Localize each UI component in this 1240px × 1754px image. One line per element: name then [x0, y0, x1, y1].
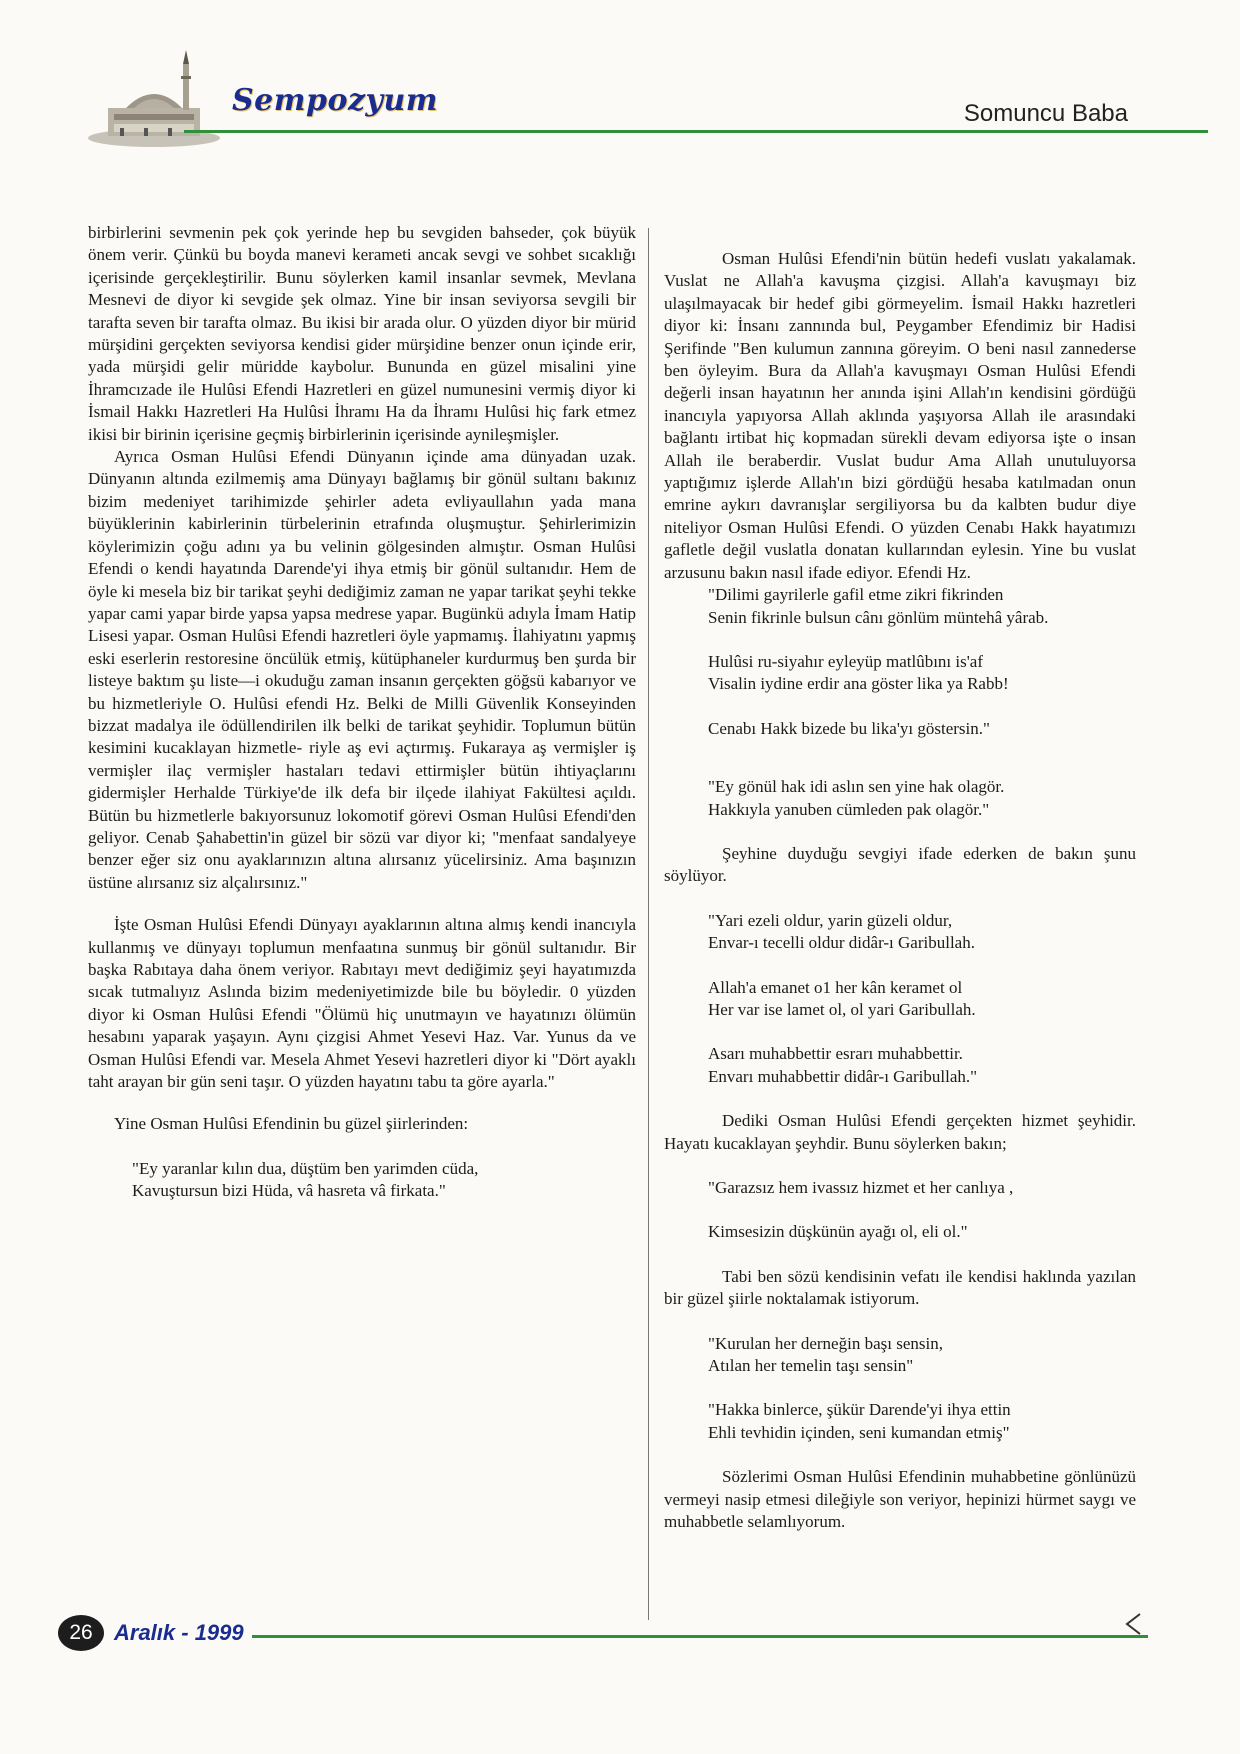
verse-line: Atılan her temelin taşı sensin": [708, 1356, 914, 1376]
paragraph: Osman Hulûsi Efendi'nin bütün hedefi vuslatı yakalamak. Vuslat ne Allah'a kavuşma çizgisi. Allah'a kavuşmayı biz ulaşılmayacak bir hedef gibi görmeyelim. İsmail Hakkı hazretleri diyor ki: İnsanı zannında bul, Peygamber Efendimiz bir Hadisi Şerifinde "Ben kulumun zannına göreyim. O beni nasıl zannederse ben öyleyim. Bura da Allah'a kavuşmayı Osman Hulûsi Efendi değerli insan hayatının her anında işini Allah'ın kendisini gördüğü inancıyla yapıyorsa Allah aklında yaşıyorsa Allah ile arasındaki bağlantı irtibat hiç kopmadan sürekli devam ediyorsa işte o insan Allah ile beraberdir. Vuslat budur Ama Allah unutuluyorsa yaptığımız işlerde Allah'ın bizi gördüğü hesaba katılmadan onun emrine aykırı davranışlar sergiliyorsa bu da kalbten budur diye niteliyor Osman Hulûsi Efendi. O yüzden Cenabı Hakk hayatımızı gafletle değil vuslatla donatan kullarından eylesin. Yine bu vuslat arzusunu bakın nasıl ifade ediyor. Efendi Hz.: [664, 249, 1136, 582]
poem-stanza: [664, 1177, 1136, 1199]
verse-line: Her var ise lamet ol, ol yari Garibullah.: [708, 999, 976, 1019]
poem-stanza: [664, 1221, 1136, 1243]
poem-stanza: [664, 1043, 1136, 1088]
verse-line: Cenabı Hakk bizede bu lika'yı göstersin.": [708, 718, 990, 738]
poem-stanza: [664, 1333, 1136, 1378]
verse-line: Asarı muhabbettir esrarı muhabbettir.: [708, 1044, 963, 1064]
poem-stanza: [664, 910, 1136, 955]
poem-stanza: [664, 776, 1136, 821]
verse-line: "Garazsız hem ivassız hizmet et her canlıya ,: [708, 1178, 1014, 1197]
verse-line: Envar-ı tecelli oldur didâr-ı Garibullah.: [708, 933, 975, 953]
verse-line: Kavuştursun bizi Hüda, vâ hasreta vâ firkata.": [132, 1181, 446, 1201]
left-column: [88, 222, 636, 1203]
verse-line: "Ey gönül hak idi aslın sen yine hak olagör.: [708, 777, 1005, 797]
header-rule: [184, 130, 1208, 133]
paragraph: Yine Osman Hulûsi Efendinin bu güzel şiirlerinden:: [114, 1114, 469, 1134]
magazine-name: Somuncu Baba: [963, 100, 1128, 127]
verse-line: "Kurulan her derneğin başı sensin,: [708, 1333, 943, 1353]
poem-stanza: [88, 1158, 636, 1203]
poem-stanza: [664, 718, 1136, 740]
poem-stanza: [664, 1399, 1136, 1444]
poem-stanza: [664, 977, 1136, 1022]
verse-line: "Yari ezeli oldur, yarin güzeli oldur,: [708, 910, 953, 930]
poem-stanza: [664, 651, 1136, 696]
verse-line: Allah'a emanet o1 her kân keramet ol: [708, 977, 963, 997]
paragraph: birbirlerini sevmenin pek çok yerinde hep bu sevgiden bahseder, çok büyük önem verir. Çünkü bu boyda manevi kerameti ancak sevgi ve sohbet sıcaklığı içerisinde gerçekleştirilir. Bunu söylerken kamil insanlar sevmek, Mevlana Mesnevi de diyor ki sevgide şek olmaz. Yine bir insan seviyorsa sevgili bir tarafta seven bir tarafta olmaz. Bu ikisi bir arada olur. O yüzden diyor bir mürid mürşidini gerçekten seviyorsa kendisi gider mürşidine benzer onun içinde erir, yada mürşidi gelir müridde kaybolur. Bununda en güzel misalini yine İhramcızade ile Hulûsi Efendi Hazretleri en güzel numunesini vermiş diyor ki İsmail Hakkı Hazretleri Ha Hulûsi İhramı Ha da İhramı Hulûsi hiç fark etmez ikisi bir birinin içerisine geçmiş birbirlerinin içerisinde aynileşmişler.: [88, 223, 636, 444]
verse-line: Hulûsi ru-siyahır eyleyüp matlûbını is'af: [708, 651, 984, 671]
verse-line: "Hakka binlerce, şükür Darende'yi ihya ettin: [708, 1400, 1011, 1420]
page-number-badge: 26: [58, 1615, 104, 1651]
mosque-icon: [84, 50, 224, 150]
poem-stanza: [664, 584, 1136, 629]
paragraph: Ayrıca Osman Hulûsi Efendi Dünyanın içinde ama dünyadan uzak. Dünyanın altında ezilmemiş ama Dünyayı bağlamış bir gönül sultanı bakınız bizim medeniyet tarihimizde şehirler adeta evliyaullahın yada mana büyüklerinin kabirlerinin türbelerinin etrafında oluşmuştur. Şehirlerimizin köylerimizin çoğu adını ya bu velinin gölgesinden almıştır. Osman Hulûsi Efendi o kendi hayatında Darende'yi ihya etmiş bir gönül sultanıdır. Hem de öyle ki mesela biz bir tarikat şeyhi dediğimiz zaman ne yapar tarikat şeyhi tekke yapar cami yapar birde yapsa yapsa medrese yapar. Bugünkü adıyla İmam Hatip Lisesi yapar. Osman Hulûsi Efendi hazretleri öyle yapmamış. İlahiyatını yapmış eski eserlerin restoresine öncülük etmiş, kütüphaneler kurdurmuş ben şurda bir listeye baktım şu liste—i okuduğu zaman insanın gerçekten göğsü kabarıyor ve bu hizmetleriyle O. Hulûsi efendi Hz. Belki de Milli Güvenlik Konseyinden bizzat madalya ile ödüllendirilen ilk belki de tarikat şeyhidir. Toplumun bütün kesimini kucaklayan hizmetle- riyle aş evi açtırmış. Fukaraya aş vermişler iş vermişler ilaç vermişler hastaları tedavi ettirmişler bütün ihtiyaçlarını gidermişler Herhalde Türkiye'de ilk defa bir ilçede ilahiyat Fakültesi açıldı. Bütün bu hizmetlerle bakıyorsunuz lokomotif görevi Osman Hulûsi Efendi'den geliyor. Cenab Şahabettin'in güzel bir sözü var diyor ki; "menfaat sandalyeye benzer eğer siz onu ayaklarınızın altına alırsanız yücelirsiniz. Ama başınızın üstüne alırsanız siz alçalırsınız.": [88, 447, 636, 892]
verse-line: "Ey yaranlar kılın dua, düştüm ben yarimden cüda,: [132, 1158, 479, 1178]
verse-line: Hakkıyla yanuben cümleden pak olagör.": [708, 799, 990, 819]
verse-line: "Dilimi gayrilerle gafil etme zikri fikrinden: [708, 585, 1004, 605]
footer-rule: [252, 1635, 1148, 1638]
verse-line: Visalin iydine erdir ana göster lika ya Rabb!: [708, 674, 1009, 694]
paragraph: Şeyhine duyduğu sevgiyi ifade ederken de bakın şunu söylüyor.: [664, 843, 1136, 886]
paragraph: İşte Osman Hulûsi Efendi Dünyayı ayaklarının altına almış kendi inancıyla kullanmış ve dünyayı toplumun menfaatına sunmuş bir gönül sultanıdır. Bir başka Rabıtaya daha önem veriyor. Rabıtayı mevt dediğimiz şeyi hayatımızda sıcak tutmalıyız Aslında bizim medeniyetimizde bile bu böyledir. 0 yüzden diyor ki Osman Hulûsi Efendi "Ölümü hiç unutmayın ve hayatınızı ölümün hesabını yaparak yaşayın. Aynı çizgisi Ahmet Yesevi Haz. Var. Yunus da ve Osman Hulûsi Efendi var. Mesela Ahmet Yesevi hazretleri diyor ki "Dört ayaklı taht arayan bir gün seni taşır. O yüzden hayatını tabu ta göre ayarla.": [88, 915, 636, 1092]
verse-line: Kimsesizin düşkünün ayağı ol, eli ol.": [708, 1222, 968, 1242]
verse-line: Ehli tevhidin içinden, seni kumandan etmiş": [708, 1422, 1010, 1442]
verse-line: Envarı muhabbettir didâr-ı Garibullah.": [708, 1066, 978, 1086]
closing-paragraph: Sözlerimi Osman Hulûsi Efendinin muhabbetine gönlünüzü vermeyi nasip etmesi dileğiyle son veriyor, hepinizi hürmet saygı ve muhabbetle selamlıyorum.: [664, 1467, 1136, 1532]
column-divider: [648, 228, 649, 1620]
verse-line: Senin fikrinle bulsun cânı gönlüm müntehâ yârab.: [708, 607, 1049, 627]
triangle-left-icon: [1124, 1612, 1142, 1636]
paragraph: Tabi ben sözü kendisinin vefatı ile kendisi haklında yazılan bir güzel şiirle noktalamak istiyorum.: [664, 1266, 1136, 1309]
right-column: [664, 222, 1136, 1533]
section-title: Sempozyum: [232, 83, 439, 118]
issue-date: Aralık - 1999: [114, 1620, 244, 1645]
paragraph: Dediki Osman Hulûsi Efendi gerçekten hizmet şeyhidir. Hayatı kucaklayan şeyhdir. Bunu söylerken bakın;: [664, 1111, 1136, 1153]
